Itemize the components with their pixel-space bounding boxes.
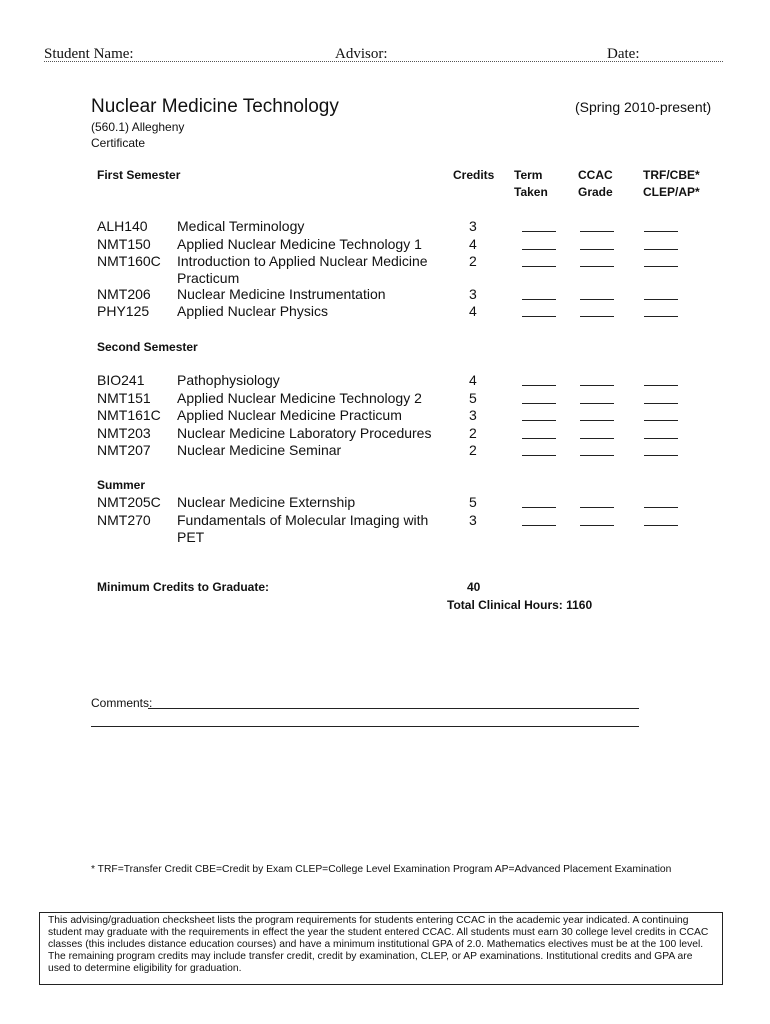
course-name: Applied Nuclear Medicine Technology 1: [177, 236, 422, 252]
comments-line-1[interactable]: [148, 708, 639, 709]
course-row: [97, 286, 697, 304]
term-taken-blank[interactable]: [522, 507, 556, 508]
grade-header: Grade: [578, 185, 613, 199]
trf-clep-blank[interactable]: [644, 420, 678, 421]
ccac-grade-blank[interactable]: [580, 266, 614, 267]
ccac-grade-blank[interactable]: [580, 507, 614, 508]
comments-line-2[interactable]: [91, 726, 639, 727]
course-code: NMT207: [97, 442, 151, 458]
trf-clep-blank[interactable]: [644, 231, 678, 232]
course-row: [97, 303, 697, 321]
course-row: [97, 407, 697, 425]
course-code: NMT150: [97, 236, 151, 252]
checksheet-notice: This advising/graduation checksheet lists the program requirements for students entering CCAC in the academic year indicated. A continuing student may graduate with the requirements in effect the year the student entered CCAC. All students must earn 30 college level credits in CCAC classes (this includes distance education courses) and have a minimum institutional GPA of 2.0. Mathematics electives must be at the 100 level. The remaining program credits may include transfer credit, credit by examination, CLEP, or AP examinations. Institutional credits and GPA are used to determine eligibility for graduation.: [39, 912, 723, 985]
term-taken-blank[interactable]: [522, 266, 556, 267]
course-credits: 4: [469, 372, 477, 388]
course-name: Applied Nuclear Medicine Practicum: [177, 407, 402, 423]
trf-cbe-header: TRF/CBE*: [643, 168, 700, 182]
course-credits: 3: [469, 407, 477, 423]
advisor-label: Advisor:: [335, 46, 388, 62]
term-header: Term: [514, 168, 543, 182]
course-code: NMT160C: [97, 253, 161, 269]
ccac-grade-blank[interactable]: [580, 385, 614, 386]
term-taken-blank[interactable]: [522, 385, 556, 386]
course-code: NMT206: [97, 286, 151, 302]
course-code: ALH140: [97, 218, 148, 234]
term-taken-blank[interactable]: [522, 525, 556, 526]
clep-ap-header: CLEP/AP*: [643, 185, 700, 199]
credits-header: Credits: [453, 168, 495, 182]
term-taken-blank[interactable]: [522, 249, 556, 250]
term-taken-blank[interactable]: [522, 299, 556, 300]
ccac-header: CCAC: [578, 168, 613, 182]
summer-heading: Summer: [97, 478, 146, 492]
ccac-grade-blank[interactable]: [580, 249, 614, 250]
course-name: Applied Nuclear Medicine Technology 2: [177, 390, 422, 406]
course-code: NMT270: [97, 512, 151, 528]
course-row: [97, 425, 697, 443]
term-taken-blank[interactable]: [522, 316, 556, 317]
trf-clep-blank[interactable]: [644, 507, 678, 508]
second-semester-heading: Second Semester: [97, 340, 198, 354]
course-credits: 4: [469, 303, 477, 319]
program-period: (Spring 2010-present): [575, 99, 712, 115]
course-credits: 2: [469, 425, 477, 441]
date-label: Date:: [607, 46, 640, 62]
course-name: Fundamentals of Molecular Imaging with PET: [177, 512, 429, 545]
trf-clep-blank[interactable]: [644, 525, 678, 526]
trf-clep-blank[interactable]: [644, 438, 678, 439]
course-name: Nuclear Medicine Seminar: [177, 442, 342, 458]
program-code: (560.1) Allegheny: [91, 120, 185, 134]
student-name-label: Student Name:: [44, 46, 134, 62]
program-title: Nuclear Medicine Technology: [91, 96, 339, 117]
course-credits: 3: [469, 512, 477, 528]
ccac-grade-blank[interactable]: [580, 525, 614, 526]
term-taken-blank[interactable]: [522, 403, 556, 404]
course-credits: 5: [469, 390, 477, 406]
term-taken-blank[interactable]: [522, 438, 556, 439]
ccac-grade-blank[interactable]: [580, 316, 614, 317]
course-code: BIO241: [97, 372, 145, 388]
min-credits-value: 40: [467, 580, 481, 594]
footnote: * TRF=Transfer Credit CBE=Credit by Exam CLEP=College Level Examination Program AP=Advanced Placement Examination: [91, 864, 672, 875]
course-name: Nuclear Medicine Laboratory Procedures: [177, 425, 432, 441]
program-type: Certificate: [91, 136, 146, 150]
trf-clep-blank[interactable]: [644, 299, 678, 300]
trf-clep-blank[interactable]: [644, 266, 678, 267]
term-taken-blank[interactable]: [522, 420, 556, 421]
first-semester-heading: First Semester: [97, 168, 181, 182]
ccac-grade-blank[interactable]: [580, 438, 614, 439]
course-row: [97, 372, 697, 390]
course-row: [97, 390, 697, 408]
course-row: [97, 494, 697, 512]
course-row: [97, 218, 697, 236]
comments-label: Comments:: [91, 696, 153, 710]
course-credits: 4: [469, 236, 477, 252]
ccac-grade-blank[interactable]: [580, 231, 614, 232]
trf-clep-blank[interactable]: [644, 403, 678, 404]
ccac-grade-blank[interactable]: [580, 299, 614, 300]
course-name: Applied Nuclear Physics: [177, 303, 328, 319]
course-credits: 5: [469, 494, 477, 510]
course-code: NMT203: [97, 425, 151, 441]
course-row: [97, 253, 697, 286]
course-name: Medical Terminology: [177, 218, 305, 234]
header-underline: [44, 61, 723, 62]
course-code: NMT161C: [97, 407, 161, 423]
trf-clep-blank[interactable]: [644, 316, 678, 317]
term-taken-blank[interactable]: [522, 231, 556, 232]
ccac-grade-blank[interactable]: [580, 403, 614, 404]
taken-header: Taken: [514, 185, 548, 199]
course-row: [97, 442, 697, 460]
course-row: [97, 236, 697, 254]
trf-clep-blank[interactable]: [644, 455, 678, 456]
course-code: NMT205C: [97, 494, 161, 510]
term-taken-blank[interactable]: [522, 455, 556, 456]
course-name: Nuclear Medicine Externship: [177, 494, 356, 510]
course-name: Pathophysiology: [177, 372, 280, 388]
course-credits: 3: [469, 218, 477, 234]
trf-clep-blank[interactable]: [644, 385, 678, 386]
ccac-grade-blank[interactable]: [580, 420, 614, 421]
course-credits: 3: [469, 286, 477, 302]
ccac-grade-blank[interactable]: [580, 455, 614, 456]
course-credits: 2: [469, 442, 477, 458]
course-code: PHY125: [97, 303, 150, 319]
course-credits: 2: [469, 253, 477, 269]
course-name: Nuclear Medicine Instrumentation: [177, 286, 386, 302]
course-code: NMT151: [97, 390, 151, 406]
trf-clep-blank[interactable]: [644, 249, 678, 250]
total-clinical-hours: Total Clinical Hours: 1160: [447, 598, 593, 612]
min-credits-label: Minimum Credits to Graduate:: [97, 580, 270, 594]
course-row: [97, 512, 697, 545]
course-name: Introduction to Applied Nuclear Medicine Practicum: [177, 253, 428, 286]
